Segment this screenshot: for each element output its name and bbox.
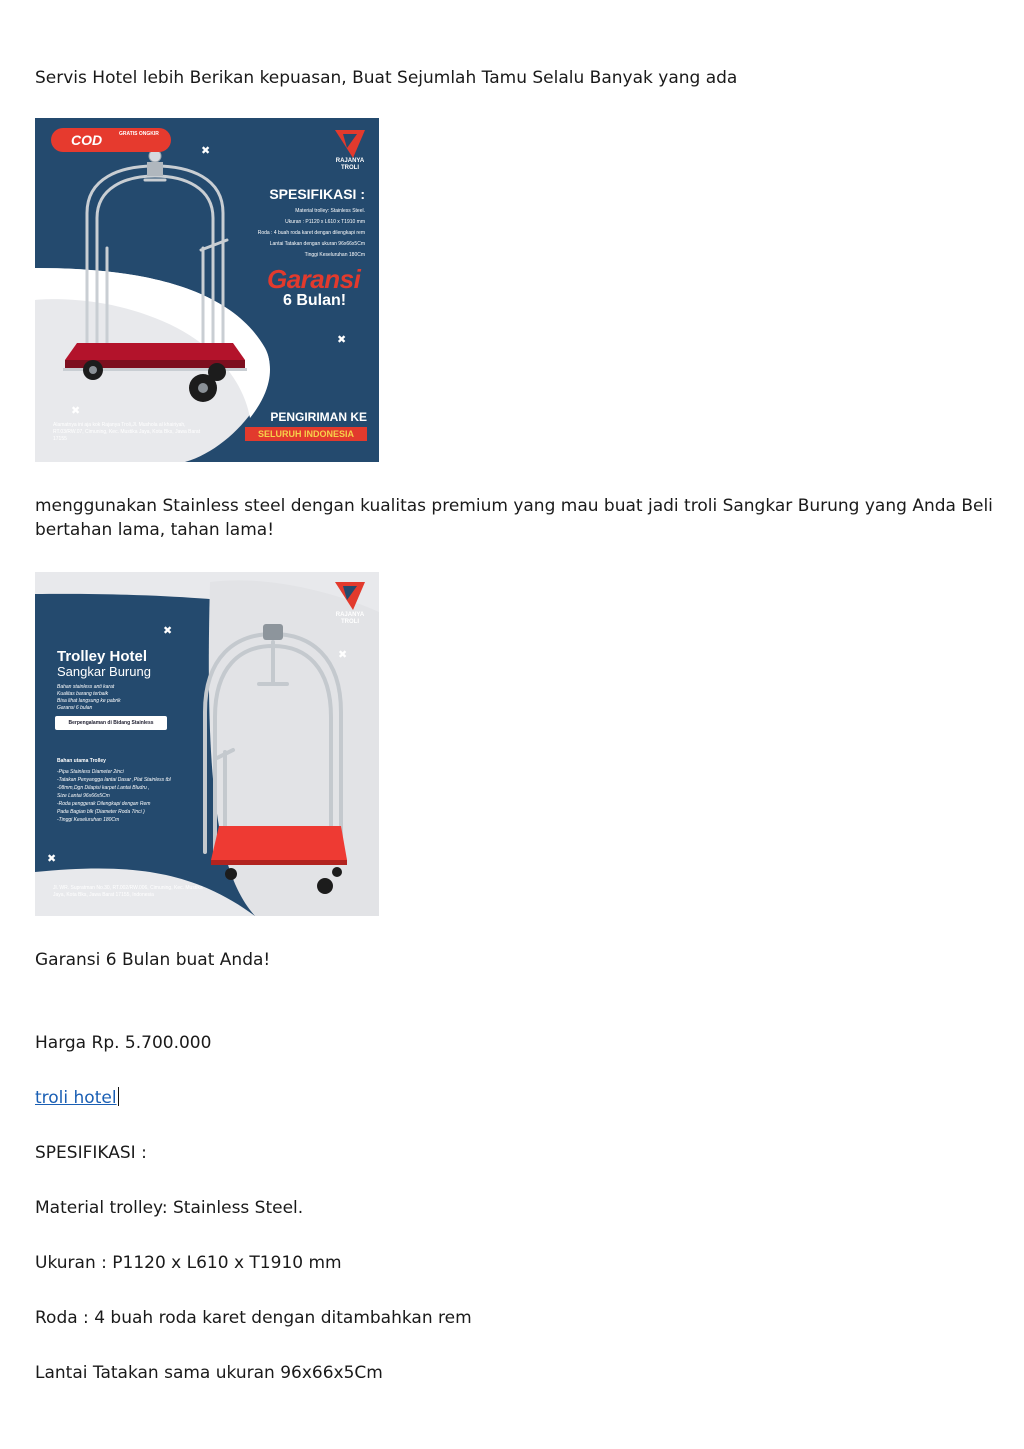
brand-logo-text: RAJANYA TROLI [335,612,365,625]
garansi-headline: Garansi [267,264,361,294]
troli-hotel-link[interactable]: troli hotel [35,1088,117,1108]
cod-sub-label: GRATIS ONGKIR [119,131,159,137]
banner-spec-line: Tinggi Keseluruhan 180Cm [304,252,365,258]
svg-text:✖: ✖ [71,404,81,417]
spec-heading: SPESIFIKASI : [35,1143,147,1163]
experience-badge: Berpengalaman di Bidang Stainless [55,716,167,730]
banner-spec-line: Ukuran : P1120 x L610 x T1910 mm [285,219,365,225]
price-paragraph: Harga Rp. 5.700.000 [35,1033,212,1053]
banner-subtitle: Sangkar Burung [57,664,151,679]
banner-title: Trolley Hotel [57,648,148,665]
text-cursor [118,1087,119,1106]
shipping-coverage: SELURUH INDONESIA [245,427,367,441]
svg-text:✖: ✖ [337,333,347,346]
garansi-paragraph: Garansi 6 Bulan buat Anda! [35,950,271,970]
banner-spec-line: Roda : 4 buah roda karet dengan dilengkapi rem [257,230,365,236]
feature-item: Kualitas barang terbaik [57,691,109,697]
material-item: -08mm,Dgn Dilapisi karpet Lantai Bludru , [57,785,150,791]
product-banner-specifications [35,118,379,462]
banner-spec-line: Material trolley: Stainless Steel. [295,208,365,214]
banner-spec-line: Lantai Tatakan dengan ukuran 96x66x5Cm [269,241,365,247]
shipping-label: PENGIRIMAN KE [270,410,367,424]
material-title: Bahan utama Trolley [57,758,106,764]
material-item: -Roda penggerak Dilengkapi dengan Rem [57,801,151,807]
banner-address: Alamatnya ini aja kok Rajanya Troli,Jl. Mushola al khairiyah, RT.03/RW.07, Cimuning, Kec. Mustika Jaya, Kota Bks, Jawa Barat 17155 [53,422,201,442]
spec-wheels: Roda : 4 buah roda karet dengan ditambahkan rem [35,1308,472,1328]
link-paragraph [35,1086,119,1110]
feature-item: Garansi 6 bulan [57,705,93,711]
feature-item: Bisa lihat langsung ke pabrik [57,698,121,704]
material-item: Size Lantai 96x66x5Cm [57,793,110,799]
spec-size: Ukuran : P1120 x L610 x T1910 mm [35,1253,342,1273]
material-item: -Tinggi Keseluruhan 180Cm [57,817,120,823]
svg-text:✖: ✖ [47,852,57,865]
banner-address: Jl. WR. Supratman No.30, RT.002/RW.006, Cimuning, Kec. Mustika Jaya, Kota Bks, Jawa Barat 17155, Indonesia [53,885,203,898]
spec-material: Material trolley: Stainless Steel. [35,1198,304,1218]
banner-features [57,684,197,712]
spec-base: Lantai Tatakan sama ukuran 96x66x5Cm [35,1363,383,1383]
product-banner-trolley-hotel [35,572,379,916]
material-item: Pada Bagian blk (Diameter Roda 7inci ) [57,809,145,815]
material-item: -Tatakan Penyangga lantai Dasar ,Plat Stainless tbl [57,777,171,783]
feature-item: Bahan stainless anti karat [57,684,115,690]
banner-spec-title: SPESIFIKASI : [269,186,365,202]
svg-text:✖: ✖ [338,648,348,661]
stainless-paragraph: menggunakan Stainless steel dengan kualitas premium yang mau buat jadi troli Sangkar Burung yang Anda Beli bertahan lama, tahan lama! [35,496,993,540]
svg-text:✖: ✖ [163,624,173,637]
material-item: -Pipa Stainless Diameter 2inci [57,769,124,775]
intro-paragraph: Servis Hotel lebih Berikan kepuasan, Buat Sejumlah Tamu Selalu Banyak yang ada [35,68,738,88]
material-list [57,768,207,824]
brand-logo-text: RAJANYA TROLI [335,158,365,171]
svg-text:✖: ✖ [201,144,211,157]
garansi-duration: 6 Bulan! [283,292,347,309]
cod-label: COD [71,132,103,148]
